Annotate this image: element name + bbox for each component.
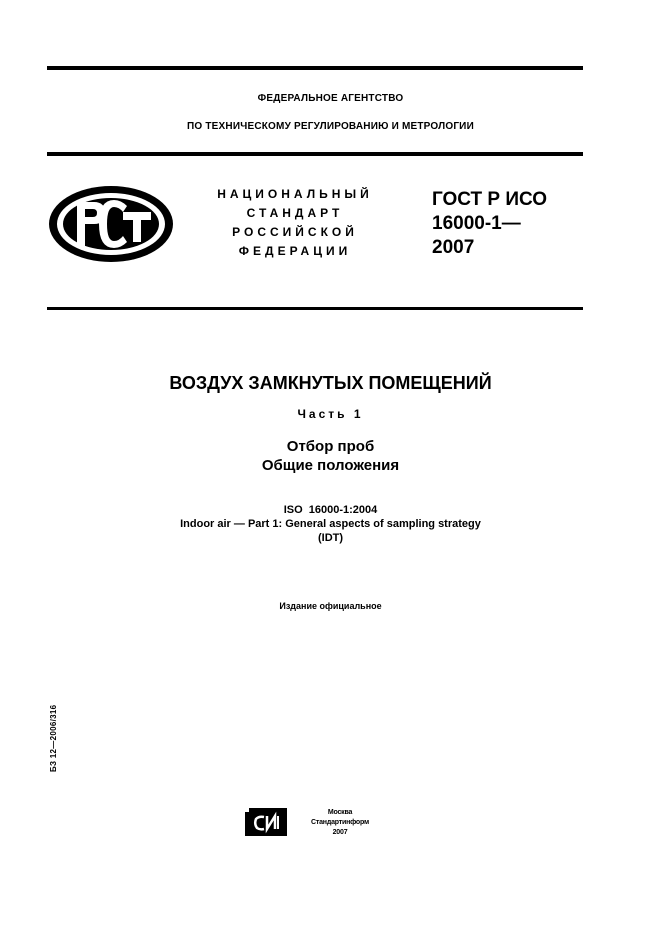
edition-label: Издание официальное — [279, 601, 382, 611]
document-subtitle-2: Общие положения — [261, 457, 400, 474]
national-standard-label — [190, 187, 400, 259]
iso-reference: ISO 16000-1:2004 — [283, 504, 378, 516]
document-title: ВОЗДУХ ЗАМКНУТЫХ ПОМЕЩЕНИЙ — [169, 373, 492, 393]
national-line-1: НАЦИОНАЛЬНЫЙ — [217, 187, 373, 201]
publisher-year: 2007 — [332, 829, 348, 836]
document-part: Часть 1 — [297, 407, 364, 421]
standard-designation — [432, 188, 592, 260]
gost-r-logo — [47, 184, 175, 264]
side-code: БЗ 12—2006/316 — [49, 704, 58, 772]
designation-line-1: ГОСТ Р ИСО — [432, 189, 548, 210]
publisher-logo — [245, 808, 287, 836]
national-line-4: ФЕДЕРАЦИИ — [238, 244, 352, 258]
agency-line-2: ПО ТЕХНИЧЕСКОМУ РЕГУЛИРОВАНИЮ И МЕТРОЛОГИИ — [187, 121, 474, 132]
national-line-3: РОССИЙСКОЙ — [232, 225, 358, 239]
iso-idt: (IDT) — [317, 532, 344, 544]
publisher-name: Стандартинформ — [311, 819, 369, 826]
agency-line-1: ФЕДЕРАЛЬНОЕ АГЕНТСТВО — [257, 93, 404, 104]
document-subtitle-1: Отбор проб — [286, 438, 375, 455]
national-line-2: СТАНДАРТ — [246, 206, 344, 220]
iso-title: Indoor air — Part 1: General aspects of sampling strategy — [180, 518, 481, 530]
mid-rule — [47, 307, 583, 310]
header-rule — [47, 152, 583, 156]
top-rule — [47, 66, 583, 70]
designation-line-2: 16000-1— — [432, 213, 521, 234]
publisher-city: Москва — [327, 809, 353, 816]
publisher-info — [290, 808, 390, 838]
designation-line-3: 2007 — [432, 237, 475, 258]
